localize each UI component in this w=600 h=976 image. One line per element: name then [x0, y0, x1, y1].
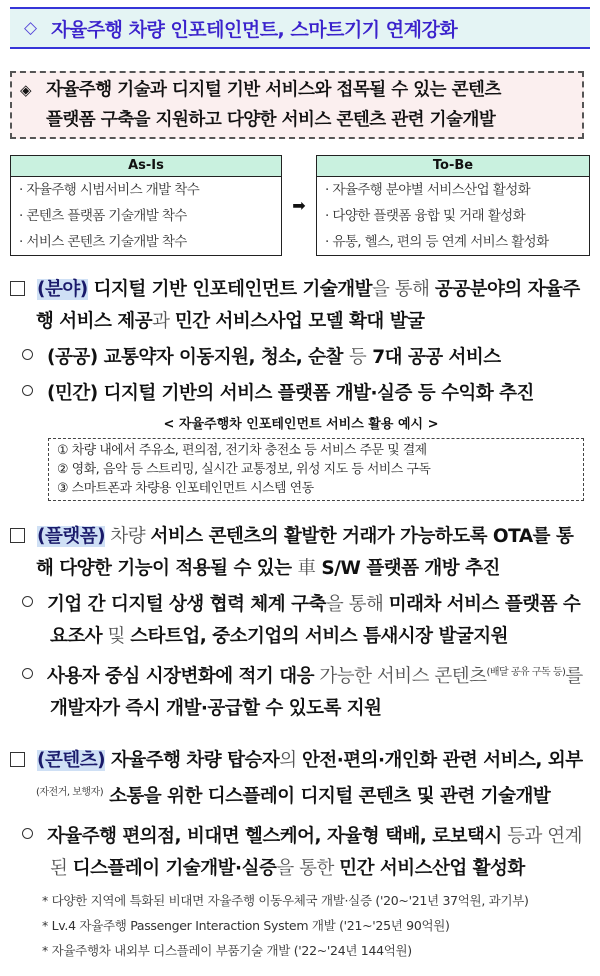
section-paragraph: [10, 521, 590, 585]
summary-box: [10, 71, 584, 139]
summary-line: 자율주행 기술과 디지털 기반 서비스와 접목될 수 있는 콘텐츠: [46, 80, 501, 100]
as-is-box: [10, 155, 282, 256]
to-be-item: · 유통, 헬스, 편의 등 연계 서비스 활성화: [325, 234, 549, 250]
section-paragraph: [10, 745, 590, 813]
plain-text: 등: [348, 347, 367, 368]
section-title-bar: [10, 7, 590, 49]
bold-text: 서비스 콘텐츠의 활발한 거래가 가능하도록 OTA를 통해 다양한 기능이 적용될 수 있는: [36, 526, 574, 579]
footnotes: [42, 891, 592, 960]
to-be-item: · 자율주행 분야별 서비스산업 활성화: [325, 182, 531, 198]
bold-text: 민간 서비스사업 모델 확대 발굴: [174, 311, 425, 332]
bold-text: 자율주행 편의점, 비대면 헬스케어, 자율형 택배, 로보택시: [47, 826, 502, 847]
superscript-note: (자전거, 보행자): [36, 787, 104, 798]
plain-text: 차량: [105, 526, 151, 547]
bold-text: 소통을 위한 디스플레이 디지털 콘텐츠 및 관련 기술개발: [103, 786, 551, 807]
rich-text: [36, 279, 580, 332]
plain-text: 과: [152, 311, 175, 332]
plain-text: 및: [102, 626, 131, 647]
diamond-bullet-icon: ◈: [20, 81, 32, 99]
rich-text: [36, 526, 573, 579]
plain-text: 가능한 서비스 콘텐츠: [313, 666, 487, 687]
bold-text: 디스플레이 기술개발·실증: [72, 858, 277, 879]
superscript-note: (배달 공유 구독 등): [486, 667, 566, 678]
rich-text: [47, 383, 534, 404]
bold-text: 스타트업, 중소기업의 서비스 틈새시장 발굴지원: [130, 626, 508, 647]
footnote: * Lv.4 자율주행 Passenger Interaction System 개발 ('21~'25년 90억원): [42, 918, 450, 933]
checkbox-square-icon: [10, 752, 25, 767]
bold-text: S/W 플랫폼 개방 추진: [315, 558, 500, 579]
example-item: ② 영화, 음악 등 스트리밍, 실시간 교통정보, 위성 지도 등 서비스 구독: [57, 462, 431, 477]
plain-text: 을 통해: [325, 594, 389, 615]
example-caption: < 자율주행차 인포테인먼트 서비스 활용 예시 >: [163, 417, 439, 432]
to-be-box: [316, 155, 590, 256]
to-be-header: To-Be: [317, 156, 589, 177]
example-item: ③ 스마트폰과 차량용 인포테인먼트 시스템 연동: [57, 481, 314, 496]
plain-text: 의: [279, 750, 302, 771]
circle-bullet-icon: [22, 828, 33, 839]
bold-text: 디지털 기반 인포테인먼트 기술개발: [87, 279, 372, 300]
checkbox-square-icon: [10, 528, 25, 543]
plain-text: 등과 연계된: [50, 826, 583, 879]
rich-text: [47, 666, 583, 719]
rich-text: [47, 826, 582, 879]
arrow-right-icon: ➡: [292, 196, 306, 215]
example-box: [48, 438, 584, 501]
as-is-item: · 자율주행 시범서비스 개발 착수: [19, 182, 200, 198]
bullet-item: [10, 378, 590, 410]
bold-text: 공공분야의 자율주행 서비스 제공: [36, 279, 580, 332]
bold-text: 미래차 서비스 플랫폼 수요조사: [50, 594, 581, 647]
section-tag: (플랫폼): [37, 526, 106, 547]
circle-bullet-icon: [22, 349, 33, 360]
bold-text: 개발자가 즉시 개발·공급할 수 있도록 지원: [50, 698, 382, 719]
section-paragraph: [10, 274, 590, 338]
as-is-header: As-Is: [11, 156, 281, 177]
bullet-item: [10, 657, 590, 725]
diamond-icon: ◇: [24, 18, 38, 38]
bold-text: 사용자 중심 시장변화에 적기 대응: [47, 666, 314, 687]
summary-line: 플랫폼 구축을 지원하고 다양한 서비스 콘텐츠 관련 기술개발: [46, 110, 496, 130]
bold-text: 민간 서비스산업 활성화: [339, 858, 525, 879]
bold-text: (민간) 디지털 기반의 서비스 플랫폼 개발·실증 등 수익화 추진: [47, 383, 534, 404]
circle-bullet-icon: [22, 385, 33, 396]
as-is-to-be-comparison: [10, 155, 590, 256]
bold-text: 자율주행 차량 탑승자: [105, 750, 280, 771]
example-item: ① 차량 내에서 주유소, 편의점, 전기차 충전소 등 서비스 주문 및 결제: [57, 443, 427, 458]
bullet-item: [10, 342, 590, 374]
as-is-item: · 콘텐츠 플랫폼 기술개발 착수: [19, 208, 187, 224]
rich-text: [36, 750, 583, 807]
section-tag: (분야): [37, 279, 88, 300]
plain-text: 를: [565, 666, 583, 687]
circle-bullet-icon: [22, 668, 33, 679]
footnote: * 다양한 지역에 특화된 비대면 자율주행 이동우체국 개발·실증 ('20~'21년 37억원, 과기부): [42, 893, 529, 908]
section-tag: (콘텐츠): [37, 750, 106, 771]
bold-text: (공공) 교통약자 이동지원, 청소, 순찰: [47, 347, 349, 368]
bold-text: 7대 공공 서비스: [366, 347, 501, 368]
section-title: 자율주행 차량 인포테인먼트, 스마트기기 연계강화: [51, 18, 458, 41]
circle-bullet-icon: [22, 596, 33, 607]
plain-text: 을 통해: [372, 279, 435, 300]
rich-text: [47, 594, 580, 647]
checkbox-square-icon: [10, 281, 25, 296]
bold-text: 기업 간 디지털 상생 협력 체계 구축: [47, 594, 326, 615]
footnote: * 자율주행차 내외부 디스플레이 부품기술 개발 ('22~'24년 144억원): [42, 943, 412, 958]
as-is-item: · 서비스 콘텐츠 기술개발 착수: [19, 234, 187, 250]
plain-text: 을 통한: [276, 858, 340, 879]
plain-text: 車: [297, 558, 316, 579]
to-be-item: · 다양한 플랫폼 융합 및 거래 활성화: [325, 208, 526, 224]
bullet-item: [10, 821, 590, 885]
bullet-item: [10, 589, 590, 653]
bold-text: 안전·편의·개인화 관련 서비스, 외부: [301, 750, 583, 771]
rich-text: [47, 347, 501, 368]
